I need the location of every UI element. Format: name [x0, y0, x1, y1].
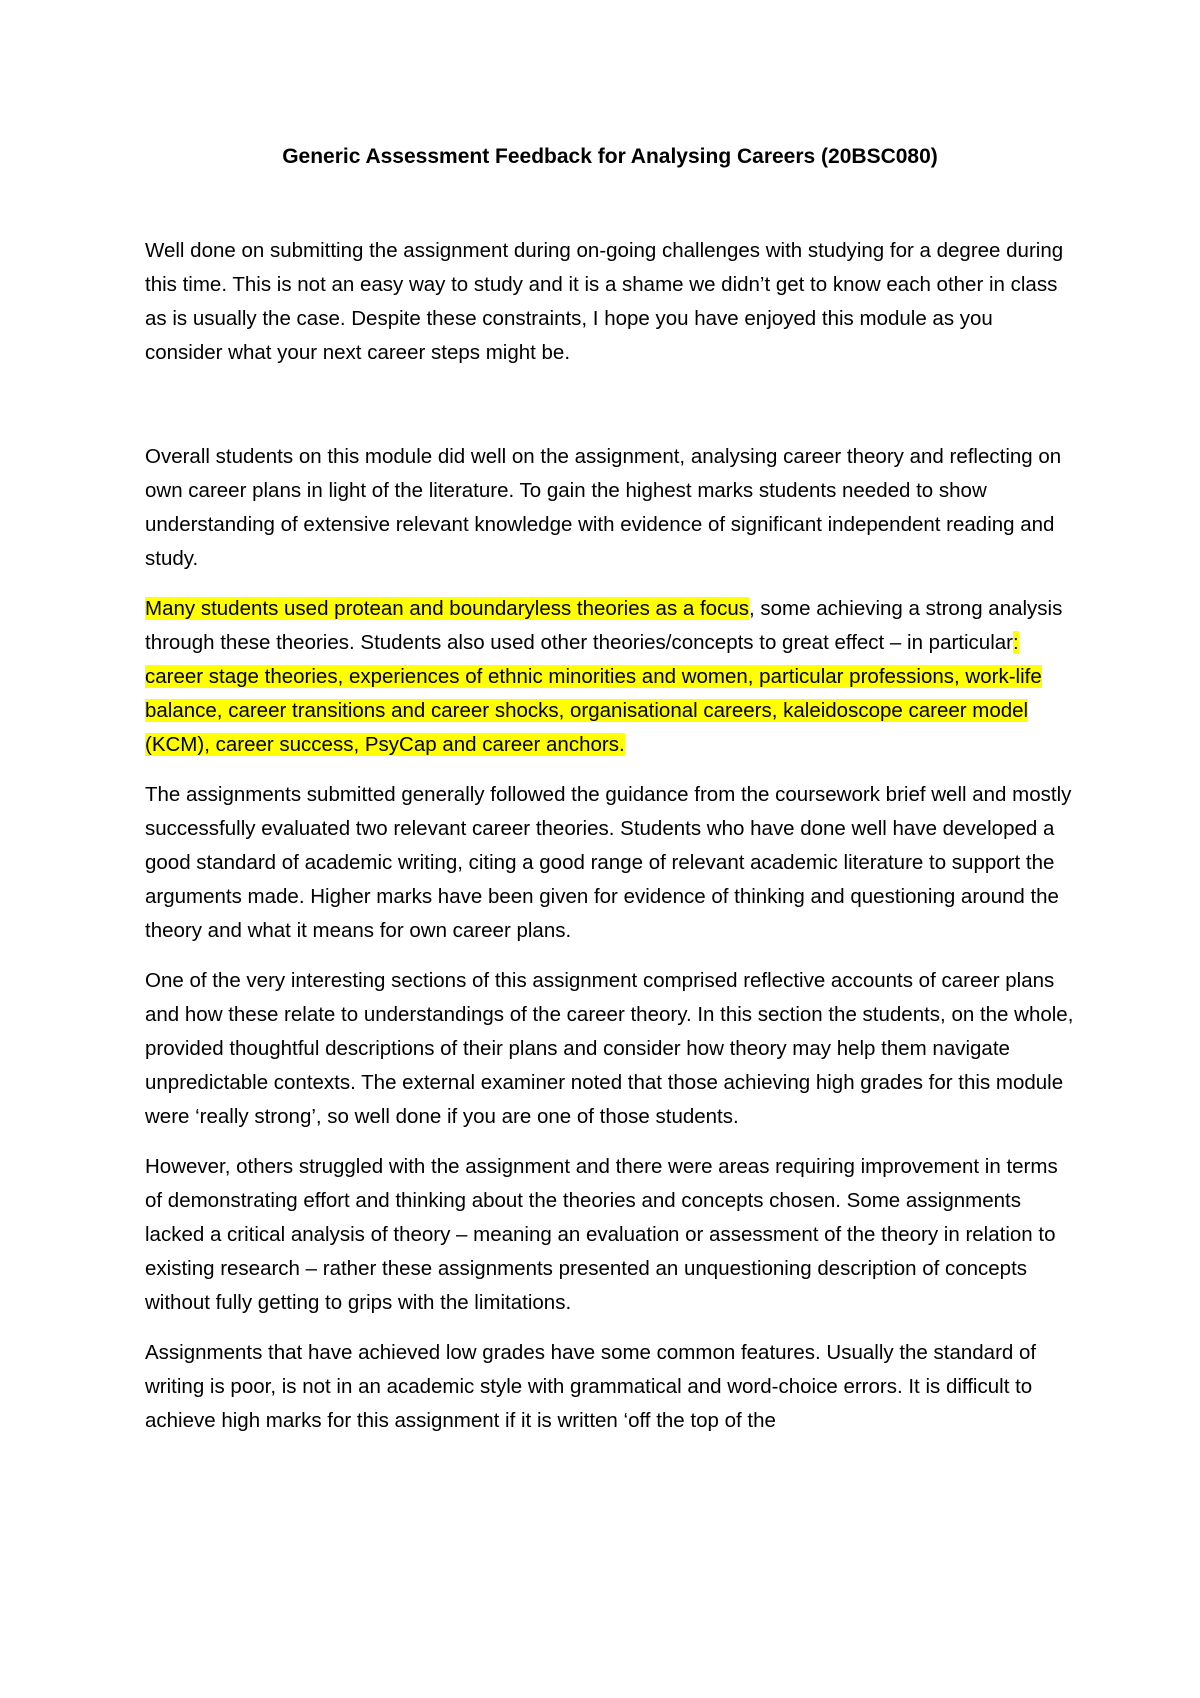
paragraph-low-grades: Assignments that have achieved low grades have some common features. Usually the standard of writing is poor, is not in an academic style with grammatical and word-choice errors. It is difficult to achieve high marks for this assignment if it is written ‘off the top of the [145, 1341, 1037, 1432]
paragraph-struggles: However, others struggled with the assignment and there were areas requiring improvement in terms of demonstrating effort and thinking about the theories and concepts chosen. Some assignments lacked a critical analysis of theory – meaning an evaluation or assessment of the theory in relation to existing research – rather these assignments presented an unquestioning description of concepts without fully getting to grips with the limitations. [145, 1155, 1058, 1314]
paragraph-reflective: One of the very interesting sections of this assignment comprised reflective accounts of career plans and how these relate to understandings of the career theory. In this section the students, on the whole, provided thoughtful descriptions of their plans and consider how theory may help them navigate unpredictable contexts. The external examiner noted that those achieving high grades for this module were ‘really strong’, so well done if you are one of those students. [145, 969, 1074, 1128]
highlighted-text-protean: Many students used protean and boundaryless theories as a focus [145, 597, 749, 620]
paragraph-guidance: The assignments submitted generally followed the guidance from the coursework brief well and mostly successfully evaluated two relevant career theories. Students who have done well have developed a good standard of academic writing, citing a good range of relevant academic literature to support the arguments made. Higher marks have been given for evidence of thinking and questioning around the theory and what it means for own career plans. [145, 783, 1072, 942]
paragraph-intro: Well done on submitting the assignment during on-going challenges with studying for a degree during this time. This is not an easy way to study and it is a shame we didn’t get to know each other in class as is usually the case. Despite these constraints, I hope you have enjoyed this module as you consider what your next career steps might be. [145, 239, 1064, 364]
paragraph-theories-text: , some achieving a strong analysis through these theories. Students also used other theories/concepts to great effect – in particular [145, 597, 1063, 654]
page-title: Generic Assessment Feedback for Analysing Careers (20BSC080) [282, 145, 938, 168]
paragraph-theories [145, 592, 1075, 762]
document-body [145, 140, 1075, 1454]
paragraph-overall: Overall students on this module did well on the assignment, analysing career theory and reflecting on own career plans in light of the literature. To gain the highest marks students needed to show understanding of extensive relevant knowledge with evidence of significant independent reading and study. [145, 445, 1062, 570]
highlighted-text-theory-list: : career stage theories, experiences of ethnic minorities and women, particular professions, work-life balance, career transitions and career shocks, organisational careers, kaleidoscope career model (KCM), career success, PsyCap and career anchors. [145, 631, 1042, 756]
